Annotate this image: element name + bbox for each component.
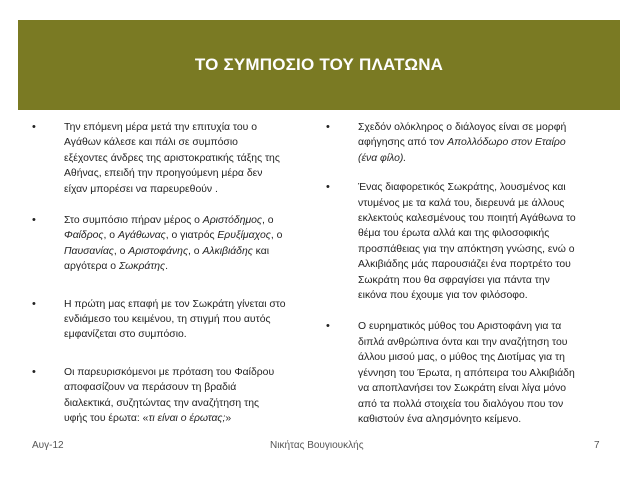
text-line: [64, 244, 314, 259]
text-line: εικόνα που έχουμε για τον φιλόσοφο.: [358, 290, 528, 302]
text-span: υφής του έρωτα: «: [64, 413, 149, 425]
right-column: [326, 120, 606, 427]
text-line: είχαν μπορέσει να παρευρεθούν .: [64, 183, 218, 195]
text-line: Οι παρευρισκόμενοι με πρόταση του Φαίδρου: [64, 366, 275, 378]
text-span: Στο συμπόσιο πήραν μέρος ο: [64, 215, 203, 227]
name-alkiviadis: Αλκιβιάδης: [202, 245, 253, 257]
italic-phrase: (ένα φίλο).: [358, 152, 407, 164]
text-line: [358, 135, 606, 150]
list-item: [32, 297, 314, 343]
list-item: [32, 365, 314, 427]
bullet-icon: •: [326, 320, 330, 333]
text-line: Σχεδόν ολόκληρος ο διάλογος είναι σε μορφή: [358, 122, 567, 133]
title-bar: [18, 20, 620, 110]
text-line: Αλκιβιάδης μάς παρουσιάζει ένα πορτρέτο του: [358, 259, 571, 271]
footer-author: Νικήτας Βουγιουκλής: [270, 440, 364, 451]
text-span: , ο: [270, 230, 283, 242]
name-agathonas: Αγάθωνας: [117, 230, 166, 242]
text-span: , ο: [103, 230, 118, 242]
page-number: 7: [594, 440, 600, 451]
text-line: εξέχοντες άνδρες της αριστοκρατικής τάξης της: [64, 152, 280, 164]
name-eryximachos: Ερυξίμαχος: [217, 230, 271, 242]
text-line: αποφασίζουν να περάσουν τη βραδιά: [64, 382, 237, 394]
name-aristodimos: Αριστόδημος: [202, 215, 262, 227]
text-span: , ο γιατρός: [165, 230, 218, 242]
text-line: να αποπλανήσει τον Σωκράτη είναι λίγα μόνο: [358, 383, 567, 395]
left-column: [32, 120, 314, 427]
list-item: [326, 180, 606, 303]
text-line: θέμα του έρωτα αλλά και της φιλοσοφικής: [358, 228, 550, 240]
bullet-icon: •: [326, 121, 330, 133]
text-line: [64, 228, 314, 243]
list-item: [32, 213, 314, 275]
text-span: αργότερα ο: [64, 261, 119, 273]
text-line: άλλου μισού μας, ο μύθος της Διοτίμας για τη: [358, 352, 565, 364]
name-pausanias: Παυσανίας: [64, 245, 114, 257]
name-sokratis: Σωκράτης: [118, 261, 166, 273]
text-line: Ένας διαφορετικός Σωκράτης, λουσμένος και: [358, 182, 566, 194]
text-line: ενδιάμεσο του κειμένου, τη στιγμή που αυτός: [64, 314, 271, 326]
text-line: [358, 151, 606, 166]
list-item: [326, 319, 606, 427]
text-line: Αγάθων κάλεσε και πάλι σε συμπόσιο: [64, 137, 238, 149]
text-line: [64, 411, 314, 426]
text-span: »: [225, 413, 232, 425]
text-span: , ο: [188, 245, 203, 257]
bullet-icon: •: [326, 181, 330, 194]
italic-phrase: Απολλόδωρο στον Εταίρο: [447, 137, 566, 149]
text-line: Αθήνας, επειδή την προηγούμενη μέρα δεν: [64, 168, 263, 180]
text-span: , ο: [262, 215, 274, 227]
bullet-icon: •: [32, 214, 36, 227]
name-aristofanis: Αριστοφάνης: [128, 245, 188, 257]
footer-date: Αυγ-12: [32, 440, 64, 451]
text-line: Η πρώτη μας επαφή με τον Σωκράτη γίνεται στο: [64, 298, 286, 310]
text-line: διαλεκτικά, συζητώντας την αναζήτηση της: [64, 397, 259, 409]
text-line: ντυμένος με τα καλά του, διερευνά με άλλους: [358, 197, 565, 209]
text-line: εκλεκτούς καλεσμένους του ποιητή Αγάθωνα το: [358, 213, 576, 225]
bullet-icon: •: [32, 121, 36, 133]
text-line: Την επόμενη μέρα μετά την επιτυχία του ο: [64, 122, 258, 133]
text-line: γέννηση του Έρωτα, η απόπειρα του Αλκιβιάδη: [358, 367, 575, 379]
text-span: .: [165, 261, 168, 273]
text-span: , ο: [113, 245, 129, 257]
text-line: προσπάθειας για την απόκτηση γνώσης, ενώ ο: [358, 243, 575, 255]
bullet-icon: •: [32, 297, 36, 310]
text-line: [64, 259, 314, 274]
text-span: αφήγησης από τον: [358, 137, 448, 149]
text-line: Ο ευρηματικός μύθος του Αριστοφάνη για τα: [358, 321, 562, 333]
text-line: καθιστούν ένα αλησμόνητο κείμενο.: [358, 413, 522, 425]
text-line: διπλά ανθρώπινα όντα και την αναζήτηση του: [358, 336, 568, 348]
text-line: [64, 213, 314, 228]
bullet-icon: •: [32, 365, 36, 378]
question-text: τι είναι ο έρωτας;: [148, 413, 226, 425]
text-span: και: [252, 245, 270, 257]
list-item: [32, 120, 314, 197]
text-line: από τα πολλά στοιχεία του διαλόγου που τον: [358, 398, 564, 410]
slide-title: ΤΟ ΣΥΜΠΟΣΙΟ ΤΟΥ ΠΛΑΤΩΝΑ: [194, 55, 444, 74]
list-item: [326, 120, 606, 166]
text-line: Σωκράτη που θα σφραγίσει για πάντα την: [358, 274, 550, 286]
name-faidros: Φαίδρος: [64, 230, 104, 242]
text-line: εμφανίζεται στο συμπόσιο.: [64, 329, 187, 341]
